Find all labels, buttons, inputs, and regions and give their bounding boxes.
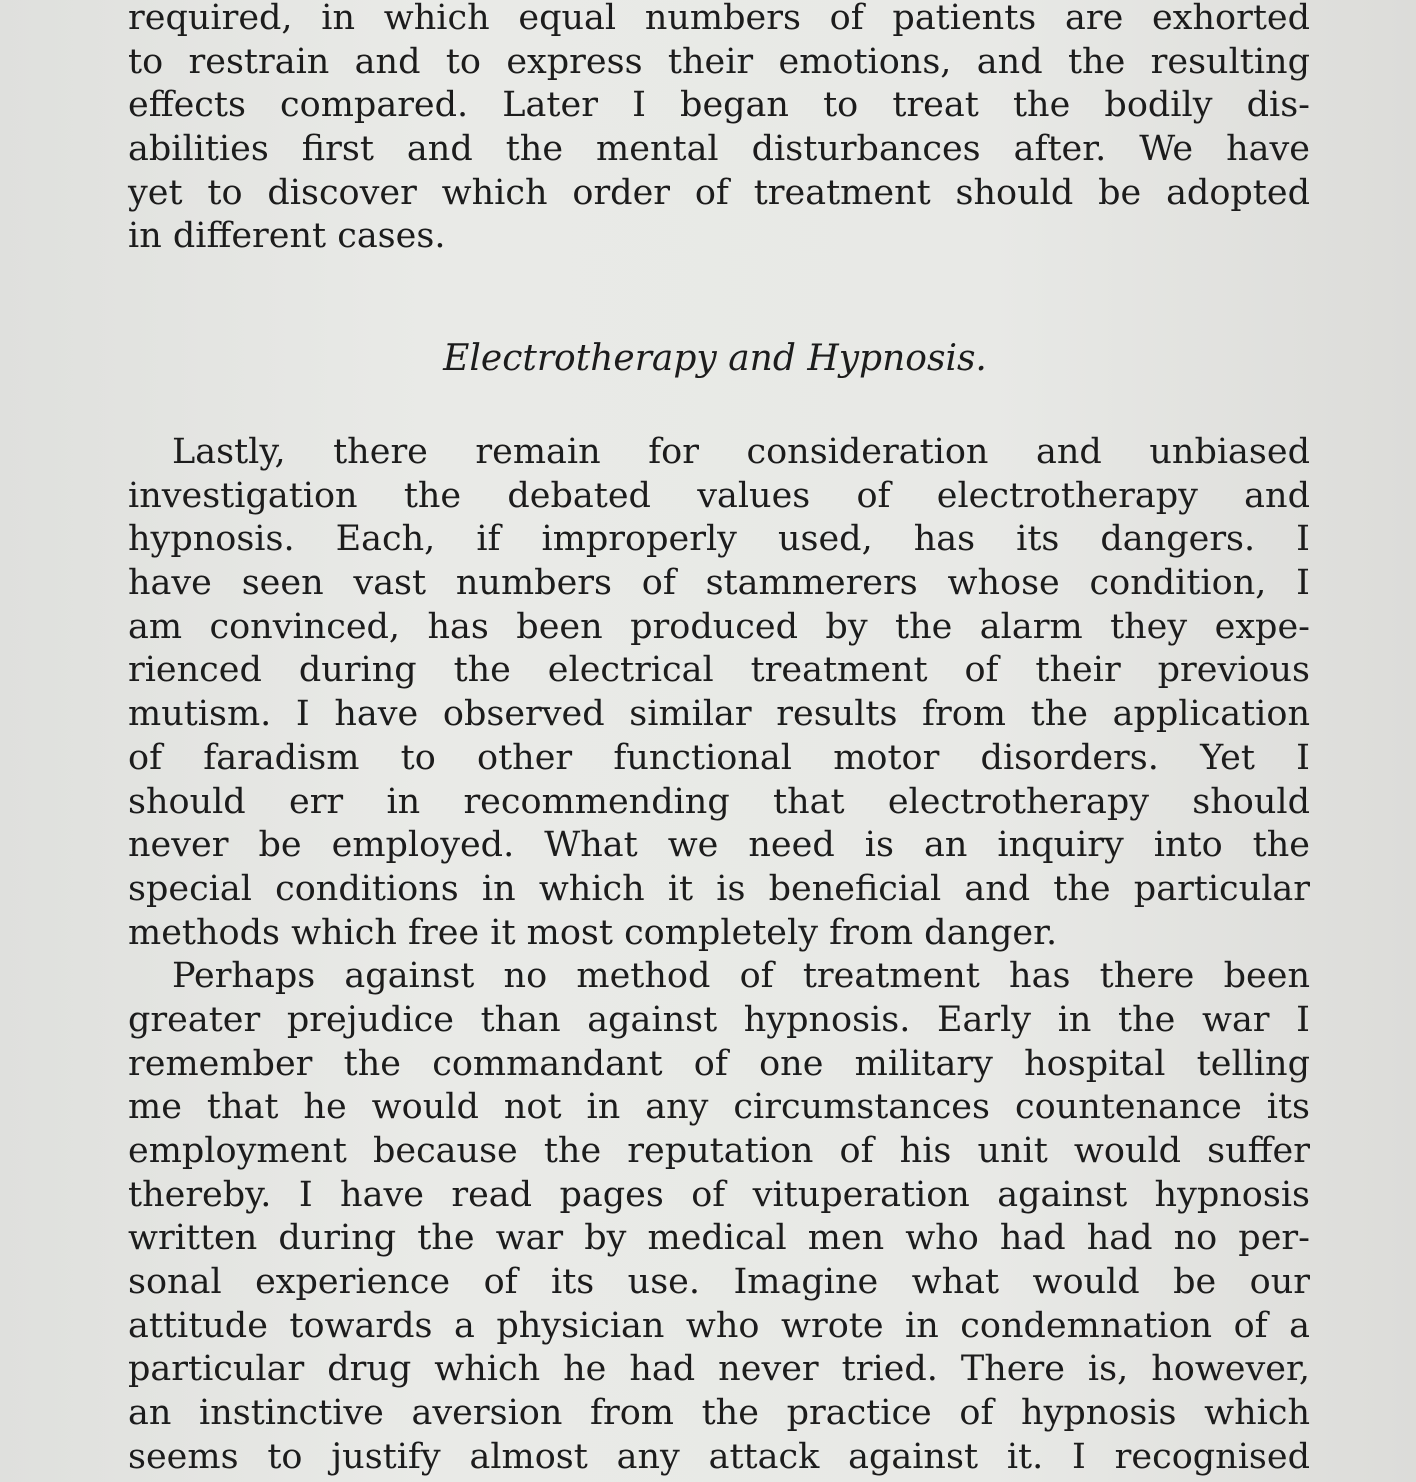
- text-line: of faradism to other functional motor disorders. Yet I: [128, 737, 1310, 778]
- section-heading: Electrotherapy and Hypnosis.: [443, 338, 987, 379]
- text-line: Lastly, there remain for consideration and unbiased: [172, 432, 1310, 472]
- text-line: sonal experience of its use. Imagine what would be our: [128, 1262, 1310, 1303]
- text-line: attitude towards a physician who wrote in condemnation of a: [128, 1305, 1310, 1346]
- text-line: effects compared. Later I began to treat the bodily dis-: [128, 85, 1310, 126]
- text-line: an instinctive aversion from the practice of hypnosis which: [128, 1393, 1310, 1434]
- text-line: to restrain and to express their emotions, and the resulting: [128, 41, 1310, 82]
- text-line: yet to discover which order of treatment should be adopted: [128, 172, 1310, 213]
- text-line: greater prejudice than against hypnosis. Early in the war I: [128, 999, 1310, 1040]
- text-line: never be employed. What we need is an inquiry into the: [128, 825, 1310, 866]
- text-line: hypnosis. Each, if improperly used, has its dangers. I: [128, 519, 1310, 560]
- paragraph-hypnosis: [128, 955, 1310, 1479]
- text-line: in different cases.: [128, 216, 446, 257]
- continued-paragraph: [128, 0, 1310, 259]
- text-line: have seen vast numbers of stammerers whose condition, I: [128, 563, 1310, 604]
- text-line: particular drug which he had never tried. There is, however,: [128, 1349, 1310, 1390]
- text-line: special conditions in which it is beneficial and the particular: [128, 868, 1310, 909]
- paragraph-electrotherapy: [128, 431, 1310, 955]
- text-line: should err in recommending that electrotherapy should: [128, 781, 1310, 822]
- text-line: seems to justify almost any attack against it. I recognised: [128, 1436, 1310, 1477]
- text-line: thereby. I have read pages of vituperation against hypnosis: [128, 1174, 1310, 1215]
- text-line: Perhaps against no method of treatment has there been: [172, 956, 1310, 997]
- text-line: written during the war by medical men who had had no per-: [128, 1218, 1310, 1259]
- text-line: employment because the reputation of his unit would suffer: [128, 1131, 1310, 1171]
- body-text: [128, 431, 1310, 1480]
- text-line: abilities first and the mental disturbances after. We have: [128, 129, 1310, 170]
- text-line: mutism. I have observed similar results from the application: [128, 694, 1310, 735]
- text-line: me that he would not in any circumstances countenance its: [128, 1087, 1310, 1128]
- text-line: investigation the debated values of electrotherapy and: [128, 475, 1310, 516]
- text-line: remember the commandant of one military hospital telling: [128, 1043, 1310, 1084]
- text-line: rienced during the electrical treatment of their previous: [128, 650, 1310, 691]
- text-line: required, in which equal numbers of patients are exhorted: [128, 0, 1310, 38]
- text-line: am convinced, has been produced by the alarm they expe-: [128, 606, 1310, 647]
- text-line: methods which free it most completely from danger.: [128, 912, 1058, 953]
